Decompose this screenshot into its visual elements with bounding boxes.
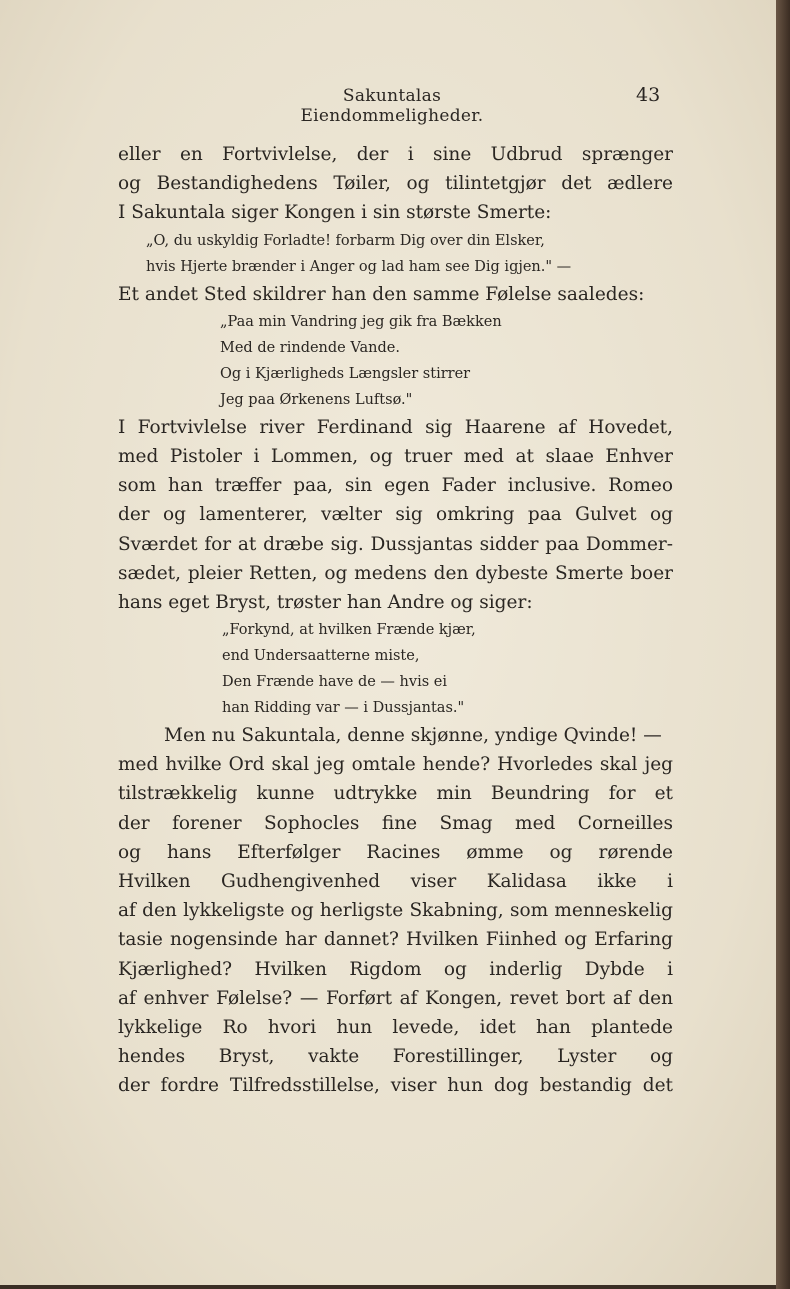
quote-line: „Forkynd, at hvilken Frænde kjær, xyxy=(222,622,476,639)
text-line: der forener Sophocles fine Smag med Corneilles xyxy=(118,812,673,834)
text-line: tilstrækkelig kunne udtrykke min Beundring for et xyxy=(118,783,673,805)
text-line: hans eget Bryst, trøster han Andre og siger: xyxy=(118,591,533,613)
page-number: 43 xyxy=(636,84,661,106)
quote-line: end Undersaatterne miste, xyxy=(222,648,420,665)
page-body xyxy=(118,140,673,1101)
text-line: og hans Efterfølger Racines ømme og rørende xyxy=(118,841,673,863)
quote-line: Den Frænde have de — hvis ei xyxy=(222,674,447,691)
text-line: Kjærlighed? Hvilken Rigdom og inderlig Dybde i xyxy=(118,958,673,980)
book-edge xyxy=(776,0,790,1289)
text-line: som han træffer paa, sin egen Fader inclusive. Romeo xyxy=(118,475,673,497)
text-line: I Fortvivlelse river Ferdinand sig Haarene af Hovedet, xyxy=(118,416,673,438)
text-line: af den lykkeligste og herligste Skabning, som menneskelig xyxy=(118,900,673,922)
text-line: og Bestandighedens Tøiler, og tilintetgjør det ædlere xyxy=(118,173,673,195)
running-title: Sakuntalas Eiendommeligheder. xyxy=(300,86,484,126)
text-line: Et andet Sted skildrer han den samme Følelse saaledes: xyxy=(118,283,645,305)
text-line: tasie nogensinde har dannet? Hvilken Fiinhed og Erfaring xyxy=(118,929,673,951)
text-line: hendes Bryst, vakte Forestillinger, Lyster og xyxy=(118,1046,673,1068)
quote-line: „O, du uskyldig Forladte! forbarm Dig over din Elsker, xyxy=(146,232,545,249)
text-line: Men nu Sakuntala, denne skjønne, yndige Qvinde! — xyxy=(164,725,662,747)
text-line: I Sakuntala siger Kongen i sin største Smerte: xyxy=(118,202,552,224)
text-line: Hvilken Gudhengivenhed viser Kalidasa ikke i xyxy=(118,871,673,892)
text-line: eller en Fortvivlelse, der i sine Udbrud sprænger xyxy=(118,144,673,165)
text-line: Sværdet for at dræbe sig. Dussjantas sidder paa Dommer- xyxy=(118,533,673,555)
quote-line: Med de rindende Vande. xyxy=(220,339,400,356)
quote-line: Og i Kjærligheds Længsler stirrer xyxy=(220,365,471,382)
quote-line: han Ridding var — i Dussjantas." xyxy=(222,700,465,717)
text-line: med Pistoler i Lommen, og truer med at slaae Enhver xyxy=(118,445,673,467)
quote-line: hvis Hjerte brænder i Anger og lad ham see Dig igjen." — xyxy=(146,258,572,275)
quote-line: „Paa min Vandring jeg gik fra Bækken xyxy=(220,313,502,330)
text-line: der fordre Tilfredsstillelse, viser hun dog bestandig det xyxy=(118,1075,673,1097)
text-line: lykkelige Ro hvori hun levede, idet han plantede xyxy=(118,1016,673,1038)
quote-line: Jeg paa Ørkenens Luftsø." xyxy=(220,391,413,408)
text-line: sædet, pleier Retten, og medens den dybeste Smerte boer xyxy=(118,562,673,584)
text-line: der og lamenterer, vælter sig omkring paa Gulvet og xyxy=(118,504,673,526)
text-line: af enhver Følelse? — Forført af Kongen, revet bort af den xyxy=(118,987,673,1009)
text-line: med hvilke Ord skal jeg omtale hende? Hvorledes skal jeg xyxy=(118,754,673,776)
